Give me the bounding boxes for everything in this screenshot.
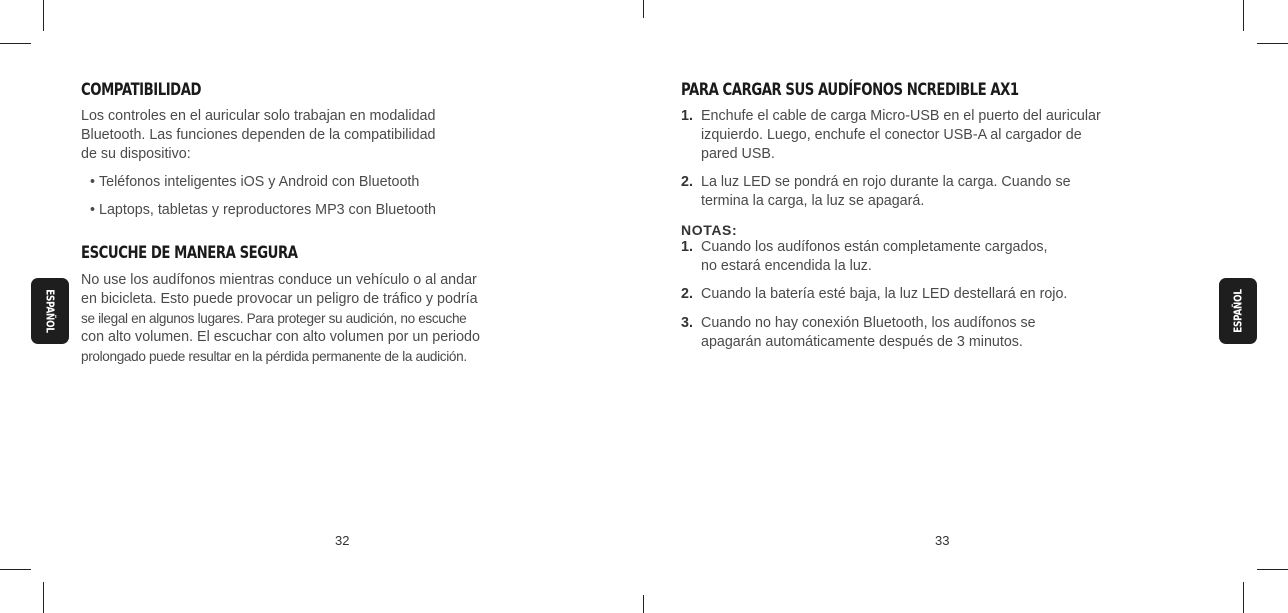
step-number: 2. [681, 174, 693, 190]
note-number: 3. [681, 315, 693, 331]
text-line: pared USB. [701, 146, 775, 162]
page-number: 33 [935, 533, 950, 548]
crop-mark [643, 0, 644, 18]
text-line: termina la carga, la luz se apagará. [701, 193, 925, 209]
step-number: 1. [681, 108, 693, 124]
text-line: apagarán automáticamente después de 3 minutos. [701, 334, 1023, 350]
charging-heading: PARA CARGAR SUS AUDÍFONOS NCREDIBLE AX1 [681, 80, 1019, 100]
bullet-item [90, 201, 436, 220]
text-line: con alto volumen. El escuchar con alto volumen por un periodo [81, 329, 480, 345]
text-line: Cuando los audífonos están completamente cargados, [701, 239, 1048, 255]
text-line: izquierdo. Luego, enchufe el conector USB-A al cargador de [701, 127, 1082, 143]
crop-mark [1257, 43, 1288, 44]
text-line: se ilegal en algunos lugares. Para proteger su audición, no escuche [81, 311, 467, 326]
crop-mark [0, 43, 31, 44]
crop-mark [1243, 582, 1244, 613]
language-tab-label: ESPAÑOL [1231, 289, 1245, 333]
language-tab [1219, 278, 1257, 344]
note-text [701, 314, 1036, 352]
note-number: 1. [681, 239, 693, 255]
compatibility-text [81, 107, 436, 164]
notes-label: NOTAS: [681, 222, 738, 238]
text-line: Enchufe el cable de carga Micro-USB en el puerto del auricular [701, 108, 1101, 124]
crop-mark [1257, 569, 1288, 570]
crop-mark [43, 0, 44, 31]
language-tab [31, 278, 69, 344]
text-line: no estará encendida la luz. [701, 258, 872, 274]
bullet-text: Laptops, tabletas y reproductores MP3 con Bluetooth [99, 202, 436, 218]
bullet-item [90, 173, 419, 192]
text-line: prolongado puede resultar en la pérdida permanente de la audición. [81, 349, 467, 364]
crop-mark [643, 595, 644, 613]
bullet-text: Teléfonos inteligentes iOS y Android con Bluetooth [99, 174, 420, 190]
safety-heading: ESCUCHE DE MANERA SEGURA [81, 243, 298, 263]
text-line: Los controles en el auricular solo trabajan en modalidad [81, 108, 436, 124]
note-text [701, 285, 1067, 304]
text-line: La luz LED se pondrá en rojo durante la carga. Cuando se [701, 174, 1071, 190]
text-line: Bluetooth. Las funciones dependen de la compatibilidad [81, 127, 436, 143]
text-line: de su dispositivo: [81, 146, 191, 162]
bullet-icon: • [90, 202, 96, 218]
note-text [701, 238, 1048, 276]
safety-text [81, 271, 480, 366]
text-line: No use los audífonos mientras conduce un vehículo o al andar [81, 272, 477, 288]
bullet-icon: • [90, 174, 96, 190]
crop-mark [1243, 0, 1244, 31]
compatibility-heading: COMPATIBILIDAD [81, 80, 202, 100]
text-line: Cuando la batería esté baja, la luz LED destellará en rojo. [701, 286, 1068, 302]
note-number: 2. [681, 286, 693, 302]
step-text [701, 173, 1071, 211]
language-tab-label: ESPAÑOL [43, 289, 57, 333]
text-line: Cuando no hay conexión Bluetooth, los audífonos se [701, 315, 1036, 331]
text-line: en bicicleta. Esto puede provocar un peligro de tráfico y podría [81, 291, 478, 307]
crop-mark [43, 582, 44, 613]
step-text [701, 107, 1101, 164]
page-number: 32 [335, 533, 350, 548]
crop-mark [0, 569, 31, 570]
